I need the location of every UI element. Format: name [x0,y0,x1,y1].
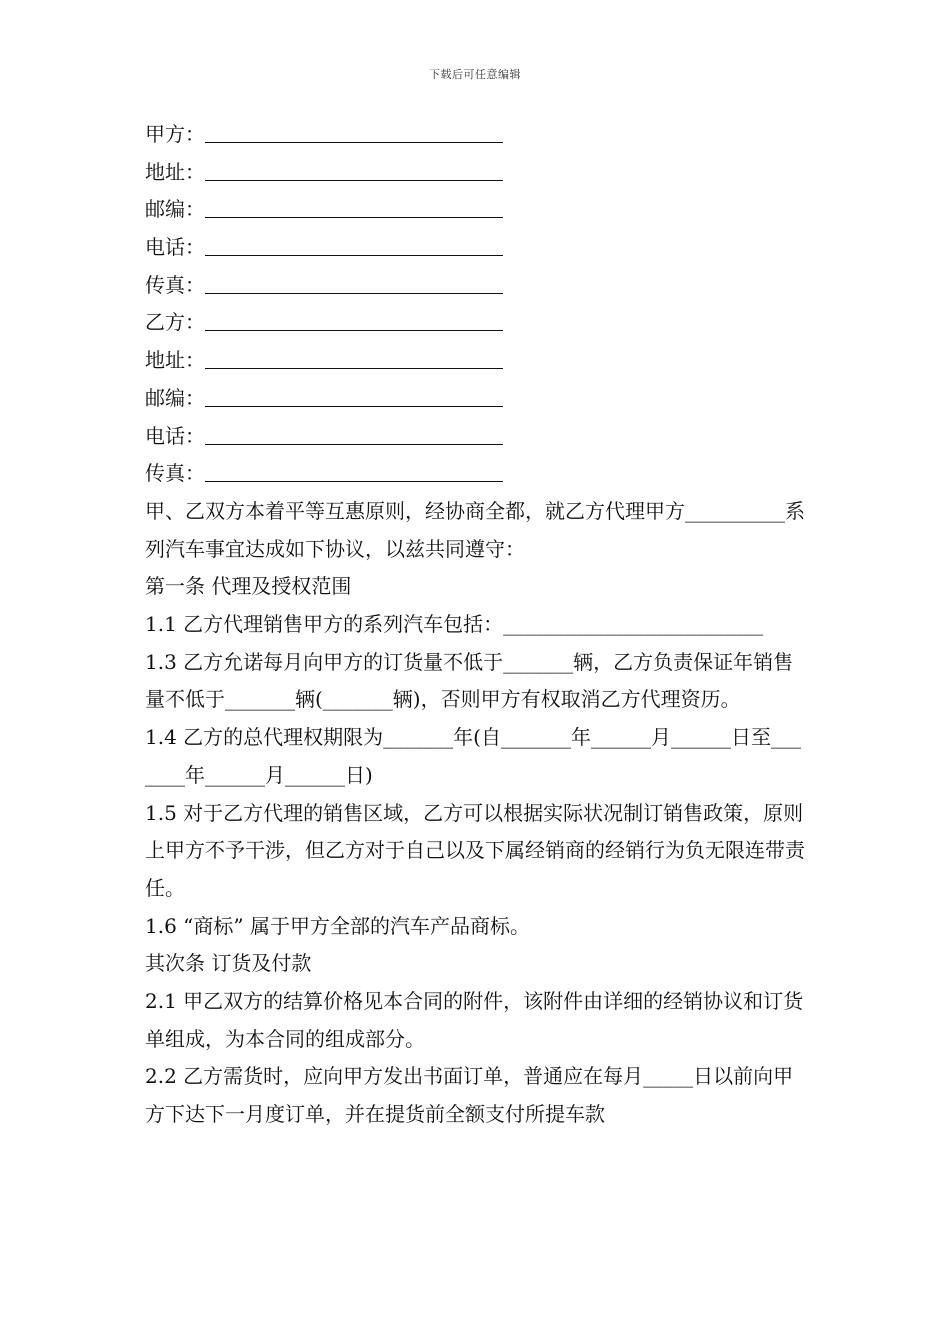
field-label: 邮编： [145,385,205,410]
contract-body [145,116,808,1134]
fill-blank [205,193,503,218]
fill-blank [205,306,503,331]
party-a-phone-field [145,229,808,267]
field-label: 甲方： [145,122,205,146]
party-b-address-field [145,342,808,380]
field-label: 电话： [145,235,205,260]
party-b-fax-field [145,455,808,493]
clause-2-2: 2.2 乙方需货时，应向甲方发出书面订单，普通应在每月_____日以前向甲方下达下一月度订单，并在提货前全额支付所提车款 [145,1064,794,1127]
field-label: 传真： [145,461,205,486]
party-a-postcode-field [145,191,808,229]
party-b-postcode-field [145,380,808,418]
field-label: 邮编： [145,197,205,222]
contract-text [145,493,808,1134]
field-label: 地址： [145,159,205,184]
section-heading: 其次条 订货及付款 [145,951,312,976]
field-label: 地址： [145,348,205,373]
fill-blank [205,382,503,407]
clause-1-5: 1.5 对于乙方代理的销售区域，乙方可以根据实际状况制订销售政策，原则上甲方不予干涉，但乙方对于自己以及下属经销商的经销行为负无限连带责任。 [145,800,805,900]
page-header: 下载后可任意编辑 [429,68,521,81]
clause-1-4: 1.4 乙方的总代理权期限为_______年(自_______年______月______日至_______年______月______日) [145,725,801,787]
preamble-paragraph: 甲、乙双方本着平等互惠原则，经协商全都，就乙方代理甲方__________系列汽车事宜达成如下协议，以兹共同遵守： [145,498,805,561]
fill-blank [205,269,503,294]
section-heading: 第一条 代理及授权范围 [145,574,352,599]
party-b-phone-field [145,418,808,456]
clause-2-1: 2.1 甲乙双方的结算价格见本合同的附件，该附件由详细的经销协议和订货单组成，为本合同的组成部分。 [145,989,804,1051]
fill-blank [205,231,503,256]
fill-blank [205,118,503,143]
fill-blank [205,457,503,482]
field-label: 传真： [145,272,205,297]
party-a-name-field [145,116,808,154]
fill-blank [205,420,503,445]
party-b-name-field [145,304,808,342]
party-a-fields [145,116,808,304]
party-b-fields [145,304,808,492]
clause-1-1: 1.1 乙方代理销售甲方的系列汽车包括：__________________________ [145,611,764,636]
clause-1-6: 1.6 “商标” 属于甲方全部的汽车产品商标。 [145,913,530,938]
clause-1-3: 1.3 乙方允诺每月向甲方的订货量不低于_______辆，乙方负责保证年销售量不低于_______辆(_______辆)，否则甲方有权取消乙方代理资历。 [145,649,794,712]
fill-blank [205,344,503,369]
fill-blank [205,156,503,181]
field-label: 乙方： [145,310,205,335]
party-a-fax-field [145,267,808,305]
party-a-address-field [145,154,808,192]
field-label: 电话： [145,423,205,448]
